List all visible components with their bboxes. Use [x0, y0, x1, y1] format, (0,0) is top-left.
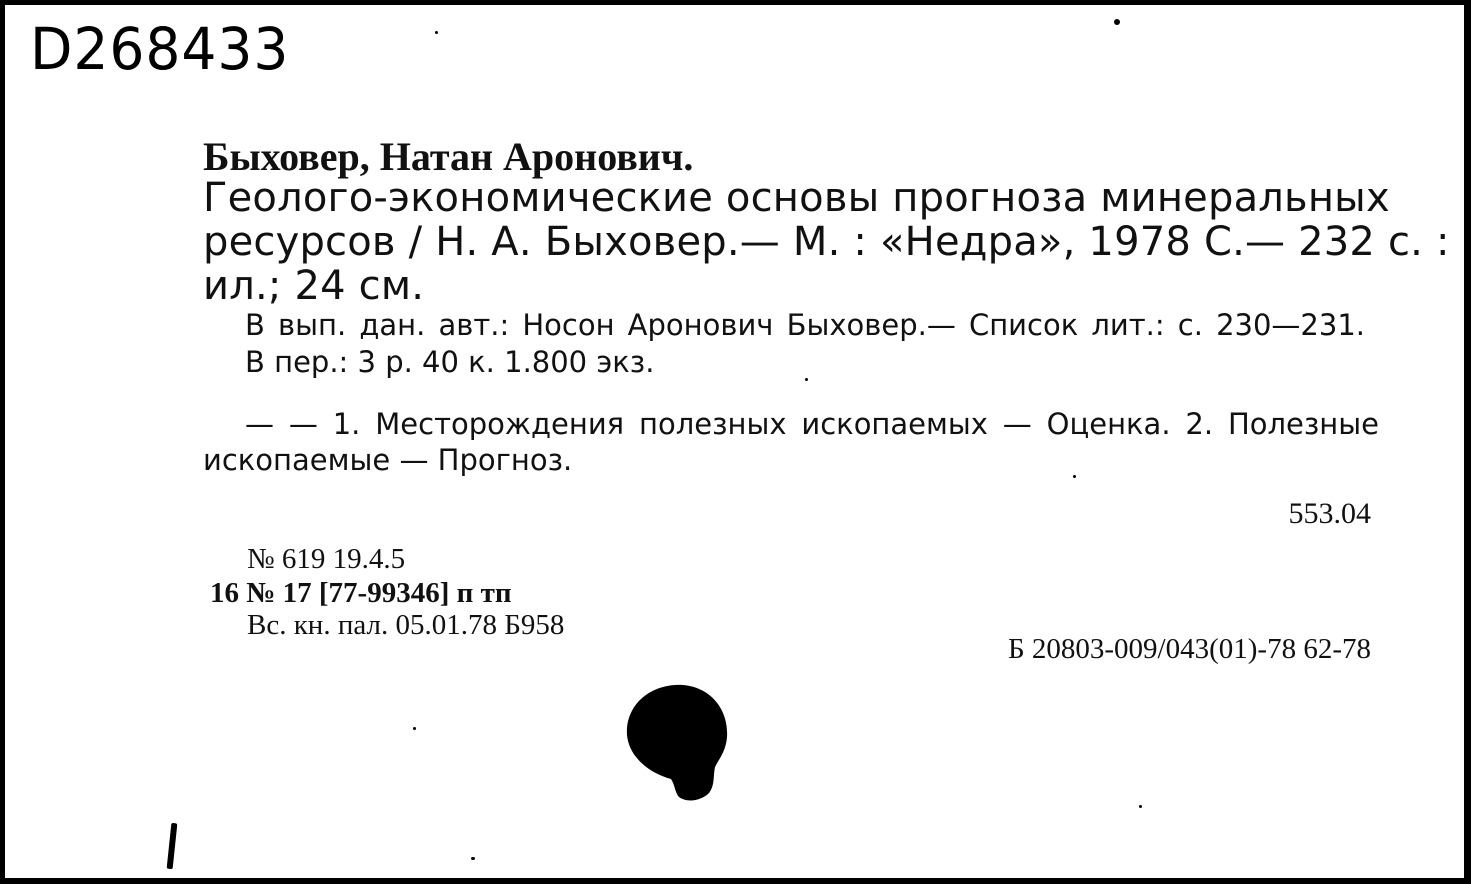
order-number: № 619 19.4.5 [247, 543, 406, 575]
book-chamber-line: Вс. кн. пал. 05.01.78 Б958 [247, 609, 565, 641]
speck-dot [805, 378, 808, 381]
author-heading: Быховер, Натан Аронович. [203, 134, 694, 179]
subject-line-2: ископаемые — Прогноз. [203, 443, 573, 477]
speck-dot [1073, 475, 1076, 478]
note-line-1: В вып. дан. авт.: Носон Аронович Быховер.— Список лит.: с. 230—231. [245, 308, 1365, 342]
udc-code: 553.04 [1288, 497, 1371, 530]
subject-line-1: — — 1. Месторождения полезных ископаемых — Оценка. 2. Полезные [245, 407, 1379, 441]
title-line-3: ил.; 24 см. [203, 263, 425, 309]
register-line: 16 № 17 [77-99346] п тп [210, 577, 512, 609]
margin-pencil-mark [167, 823, 178, 869]
speck-dot [435, 31, 438, 34]
handwritten-inventory-number: D268433 [30, 15, 290, 83]
classification-code: Б 20803-009/043(01)-78 62-78 [1008, 633, 1371, 665]
speck-dot [471, 857, 475, 860]
speck-dot [413, 727, 416, 730]
title-line-2: ресурсов / Н. А. Быховер.— М. : «Недра», 1978 С.— 232 с. : [203, 219, 1450, 265]
speck-dot [1114, 19, 1120, 25]
punch-hole-mark [623, 681, 731, 803]
note-line-2: В пер.: 3 р. 40 к. 1.800 экз. [245, 345, 655, 379]
title-line-1: Геолого-экономические основы прогноза минеральных [203, 175, 1390, 221]
speck-dot [1139, 805, 1142, 808]
